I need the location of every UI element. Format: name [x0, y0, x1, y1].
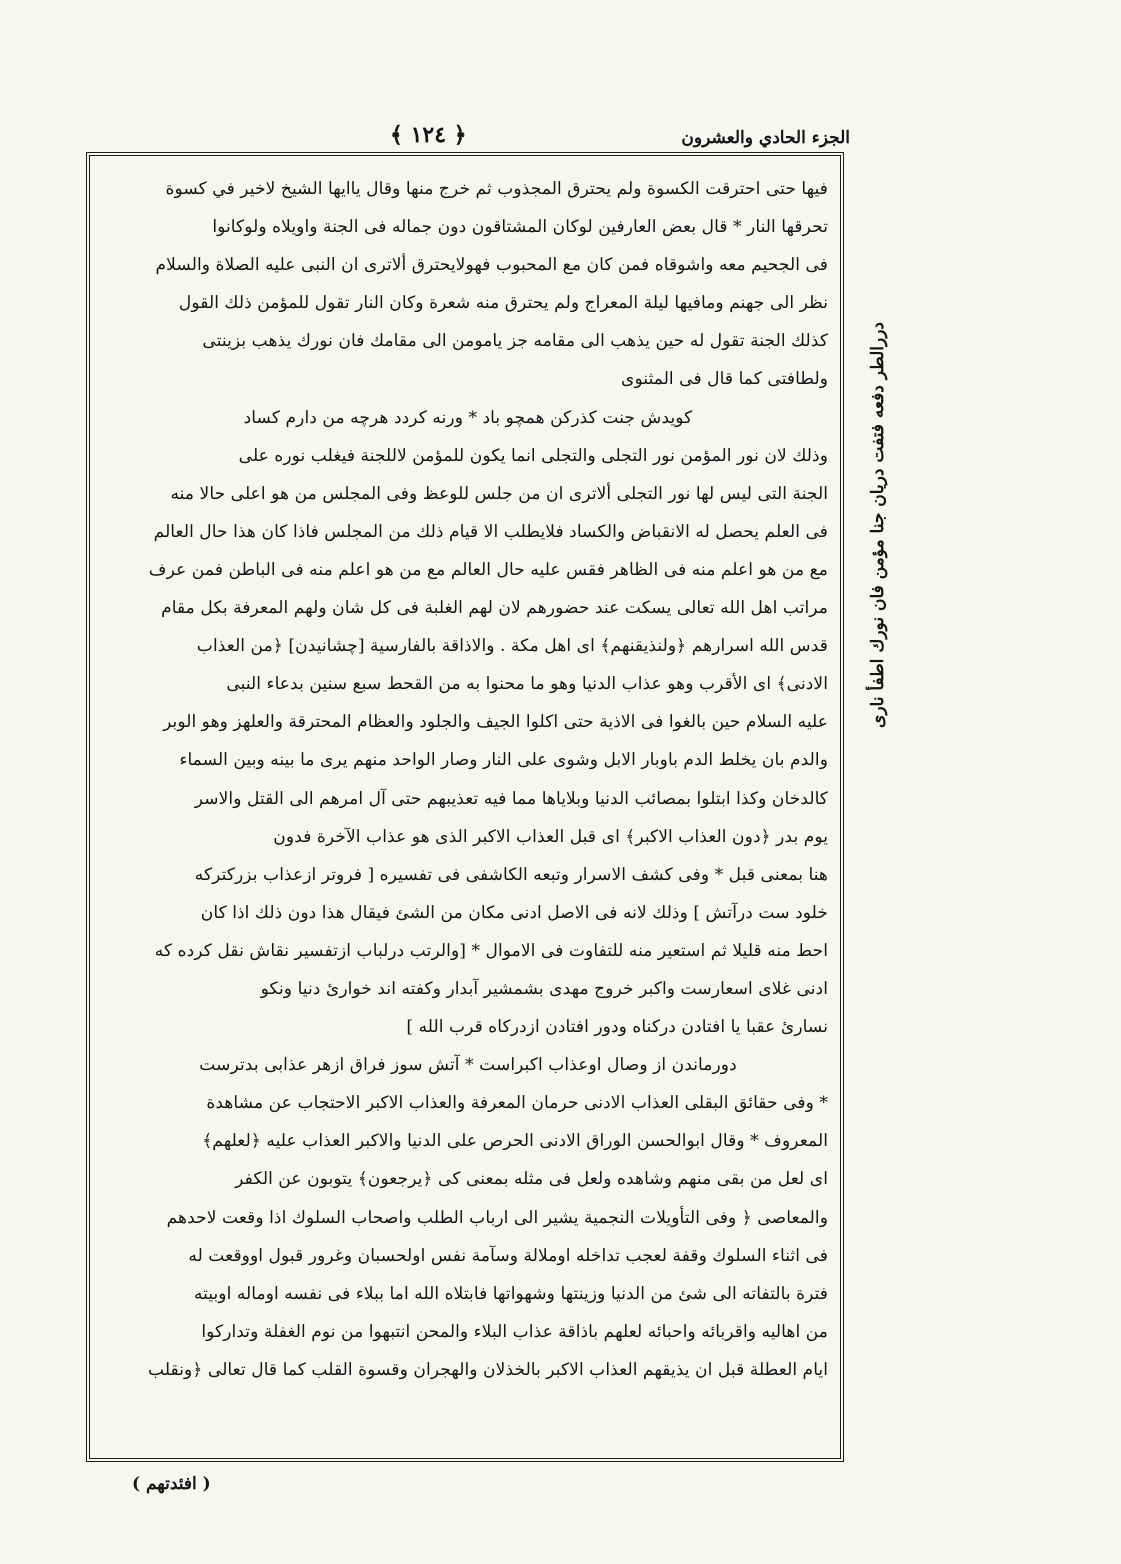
text-line: مع من هو اعلم منه فى الظاهر فقس عليه حال العالم مع من هو اعلم منه فى الباطن فمن عرف — [148, 559, 828, 580]
part-title: الجزء الحادي والعشرون — [681, 128, 850, 148]
text-line: احط منه قليلا ثم استعير منه للتفاوت فى الاموال * [والرتب درلباب ازتفسير نقاش نقل كرده كه — [154, 940, 828, 961]
text-line: وذلك لان نور المؤمن نور التجلى والتجلى انما يكون للمؤمن لاللجنة فيغلب نوره على — [238, 445, 828, 466]
text-line: من اهاليه واقربائه واحبائه لعلهم باذاقة عذاب البلاء والمحن انتبهوا من نوم الغفلة وتداركوا — [201, 1321, 828, 1342]
text-line: خلود ست درآتش ] وذلك لانه فى الاصل ادنى مكان من الشئ فيقال هذا دون ذلك اذا كان — [200, 902, 828, 923]
text-line: كالدخان وكذا ابتلوا بمصائب الدنيا وبلاياها مما فيه تعذيبهم حتى آل امرهم الى القتل والاسر — [194, 788, 828, 809]
text-line: ولطافتى كما قال فى المثنوى — [621, 369, 828, 390]
margin-note — [848, 225, 908, 825]
text-line: فى اثناء السلوك وقفة لعجب تداخله اوملالة وسآمة نفس اولحسبان وغرور قبول اووقعت له — [188, 1245, 828, 1266]
text-line: اى لعل من بقى منهم وشاهده ولعل فى مثله بمعنى كى ﴿يرجعون﴾ يتوبون عن الكفر — [235, 1169, 828, 1190]
text-line: فى العلم يحصل له الانقباض والكساد فلايطلب الا قيام ذلك من المجلس فاذا كان هذا حال العالم — [153, 521, 828, 542]
text-line: نظر الى جهنم ومافيها ليلة المعراج ولم يحترق منه شعرة وكان النار تقول للمؤمن ذلك القول — [178, 293, 828, 314]
text-line: مراتب اهل الله تعالى يسكت عند حضورهم لان لهم الغلبة فى كل شان ولهم المعرفة بكل مقام — [161, 598, 828, 619]
text-line: يوم بدر ﴿دون العذاب الاكبر﴾ اى قبل العذاب الاكبر الذى هو عذاب الآخرة فدون — [273, 826, 828, 847]
margin-note-text: دررالطر دفعه فتفت دريان جنا مؤمن فان نورك اطفأ نارى — [868, 322, 888, 728]
text-line: والدم بان يخلط الدم باوبار الابل وشوى على النار وصار الواحد منهم يرى ما بينه وبين السماء — [179, 750, 828, 771]
text-line: قدس الله اسرارهم ﴿ولنذيقنهم﴾ اى اهل مكة . والاذاقة بالفارسية [چشانيدن] ﴿من العذاب — [196, 636, 828, 657]
text-line: الادنى﴾ اى الأقرب وهو عذاب الدنيا وهو ما محنوا به من القحط سبع سنين بدعاء النبى — [226, 674, 828, 695]
catchword: ( افئدتهم ) — [132, 1474, 211, 1494]
text-line: المعروف * وقال ابوالحسن الوراق الادنى الحرص على الدنيا والاكبر العذاب عليه ﴿لعلهم﴾ — [202, 1131, 828, 1152]
text-line: والمعاصى ﴿ وفى التأويلات النجمية يشير الى ارباب الطلب واصحاب السلوك اذا وقعت لاحدهم — [166, 1207, 828, 1228]
text-line: تحرقها النار * قال بعض العارفين لوكان المشتاقون دون جماله فى الجنة واويلاه ولوكانوا — [212, 217, 828, 238]
text-line: ادنى غلاى اسعارست واكبر خروج مهدى بشمشير آبدار وكفته اند خوارئ دنيا ونكو — [260, 978, 828, 999]
text-line: نسارئ عقبا يا افتادن دركناه ودور افتادن ازدركاه قرب الله ] — [406, 1017, 828, 1038]
text-line: عليه السلام حين بالغوا فى الاذية حتى اكلوا الجيف والجلود والعظام المحترقة والعلهز وهو الوبر — [163, 712, 828, 733]
text-line: فترة بالتفاته الى شئ من الدنيا وزينتها وشهواتها فابتلاه الله اما ببلاء فى نفسه اوماله اوبيته — [193, 1283, 828, 1304]
text-line: كذلك الجنة تقول له حين يذهب الى مقامه جز يامومن الى مقامك فان نورك يذهب بزينتى — [202, 331, 828, 352]
text-line: هنا بمعنى قبل * وفى كشف الاسرار وتبعه الكاشفى فى تفسيره [ فروتر ازعذاب بزركتركه — [194, 864, 828, 885]
text-line: * وفى حقائق البقلى العذاب الادنى حرمان المعرفة والعذاب الاكبر الاحتجاب عن مشاهدة — [206, 1093, 828, 1114]
text-line: ايام العطلة قبل ان يذيقهم العذاب الاكبر بالخذلان والهجران وقسوة القلب كما قال تعالى ﴿ونقلب — [147, 1359, 828, 1380]
verse-line: دورماندن از وصال اوعذاب اكبراست * آتش سوز فراق ازهر عذابى بدترست — [199, 1055, 737, 1076]
page-number: ﴿ ١٢٤ ﴾ — [390, 122, 467, 148]
main-text — [108, 170, 828, 1460]
text-line: فيها حتى احترقت الكسوة ولم يحترق المجذوب ثم خرج منها وقال ياايها الشيخ لاخير في كسوة — [165, 179, 828, 199]
verse-line: كويدش جنت كذركن همچو باد * ورنه كردد هرچه من دارم كساد — [243, 407, 693, 428]
text-line: فى الجحيم معه واشوقاه فمن كان مع المحبوب فهولايحترق ألاترى ان النبى عليه الصلاة والسلام — [155, 255, 828, 276]
text-line: الجنة التى ليس لها نور التجلى ألاترى ان من جلس للوعظ وفى المجلس من هو اعلى حالا منه — [170, 483, 828, 504]
